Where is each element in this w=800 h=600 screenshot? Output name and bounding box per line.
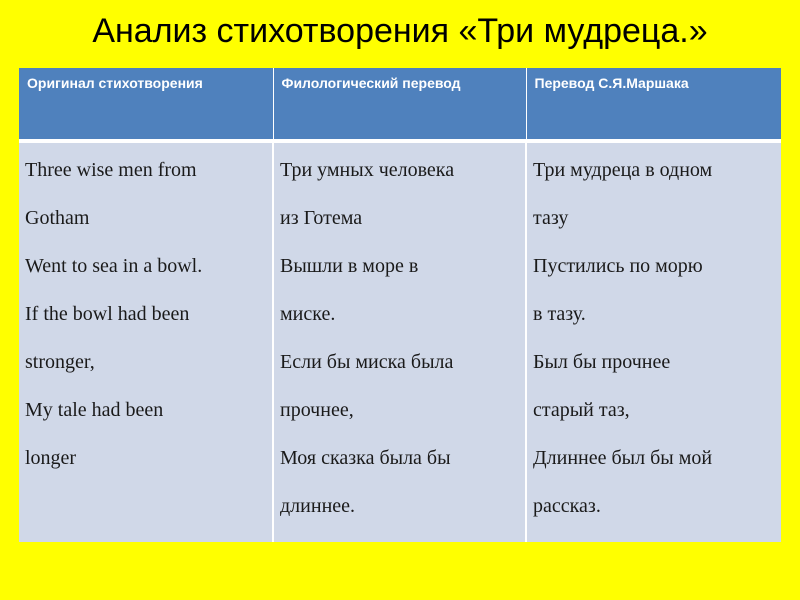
poem-line: из Готема [280,207,363,229]
poem-line: рассказ. [533,495,601,517]
poem-line: прочнее, [280,399,354,421]
poem-line: stronger, [25,351,95,373]
poem-line: If the bowl had been [25,303,190,325]
poem-line: в тазу. [533,303,586,325]
poem-comparison-table [19,68,781,542]
poem-line: Был бы прочнее [533,351,671,373]
poem-line: старый таз, [533,399,630,421]
header-original: Оригинал стихотворения [19,68,273,141]
poem-line: Three wise men from [25,159,197,181]
column-marshak-translation [526,141,781,542]
header-philological-translation: Филологический перевод [273,68,526,141]
column-philological-translation [273,141,526,542]
poem-line: Три мудреца в одном [533,159,713,181]
slide-title: Анализ стихотворения «Три мудреца.» [92,12,708,50]
poem-line: Если бы миска была [280,351,454,373]
poem-line: Три умных человека [280,159,455,181]
poem-line: My tale had been [25,399,164,421]
poem-line: длиннее. [280,495,356,517]
table-body-row [19,141,781,542]
poem-line: миске. [280,303,336,325]
poem-line: Gotham [25,207,90,229]
poem-line: тазу [533,207,569,229]
poem-line: longer [25,447,77,469]
table-header-row [19,68,781,141]
header-marshak-translation: Перевод С.Я.Маршака [526,68,781,141]
poem-line: Длиннее был бы мой [533,447,713,469]
poem-line: Вышли в море в [280,255,419,277]
poem-line: Моя сказка была бы [280,447,451,469]
column-original [19,141,273,542]
poem-line: Went to sea in a bowl. [25,255,203,277]
poem-line: Пустились по морю [533,255,703,277]
